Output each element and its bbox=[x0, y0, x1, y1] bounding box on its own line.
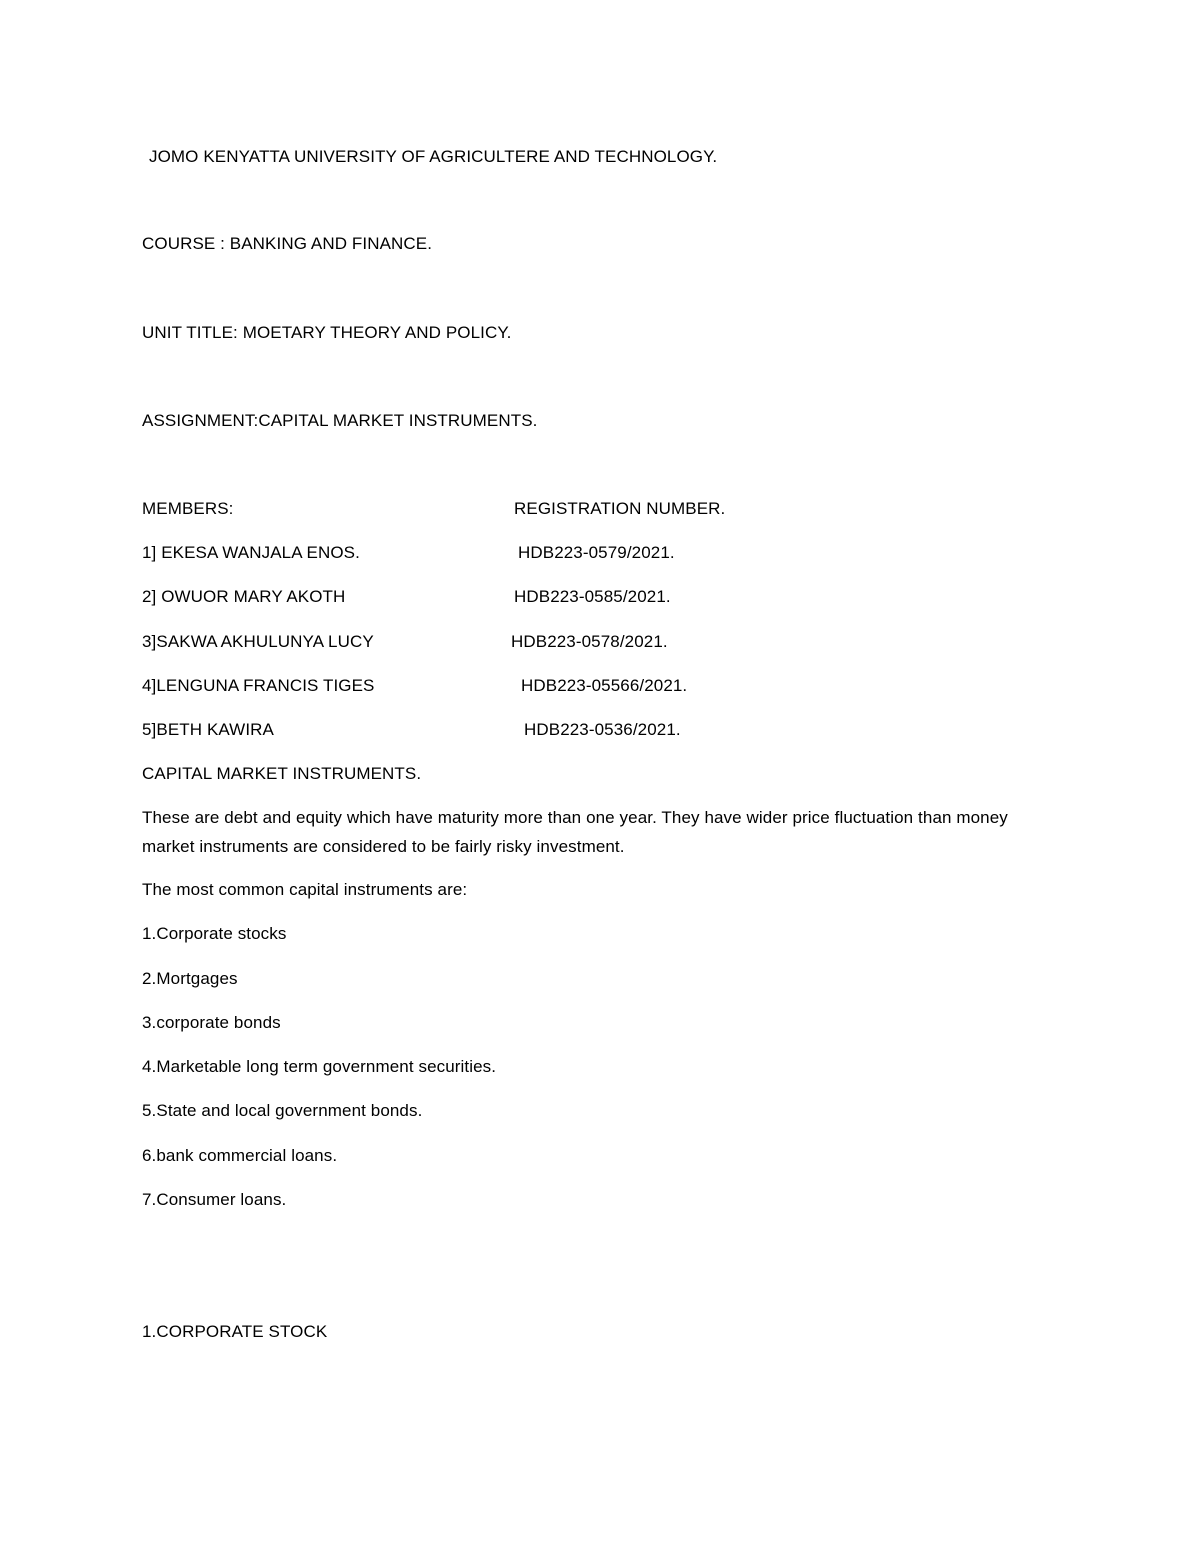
list-item: 7.Consumer loans. bbox=[142, 1190, 287, 1209]
list-intro: The most common capital instruments are: bbox=[142, 880, 468, 899]
list-item: 5.State and local government bonds. bbox=[142, 1101, 423, 1120]
list-item: 1.Corporate stocks bbox=[142, 924, 287, 943]
list-item: 3.corporate bonds bbox=[142, 1013, 281, 1032]
member-name: 1] EKESA WANJALA ENOS. bbox=[142, 543, 360, 562]
members-header: MEMBERS: bbox=[142, 499, 234, 518]
course-line: COURSE : BANKING AND FINANCE. bbox=[142, 234, 433, 253]
list-item: 2.Mortgages bbox=[142, 969, 238, 988]
assignment-line: ASSIGNMENT:CAPITAL MARKET INSTRUMENTS. bbox=[142, 411, 538, 430]
university-title: JOMO KENYATTA UNIVERSITY OF AGRICULTERE AND TECHNOLOGY. bbox=[149, 147, 718, 166]
intro-paragraph: These are debt and equity which have maturity more than one year. They have wider price fluctuation than money market instruments are considered to be fairly risky investment. bbox=[142, 808, 1008, 856]
member-registration: HDB223-0579/2021. bbox=[518, 543, 675, 562]
member-name: 2] OWUOR MARY AKOTH bbox=[142, 587, 346, 606]
section-heading: CAPITAL MARKET INSTRUMENTS. bbox=[142, 764, 422, 783]
member-name: 4]LENGUNA FRANCIS TIGES bbox=[142, 676, 375, 695]
member-registration: HDB223-0536/2021. bbox=[524, 720, 681, 739]
member-registration: HDB223-0578/2021. bbox=[511, 632, 668, 651]
unit-title-line: UNIT TITLE: MOETARY THEORY AND POLICY. bbox=[142, 323, 512, 342]
list-item: 6.bank commercial loans. bbox=[142, 1146, 338, 1165]
member-name: 5]BETH KAWIRA bbox=[142, 720, 274, 739]
member-name: 3]SAKWA AKHULUNYA LUCY bbox=[142, 632, 374, 651]
registration-header: REGISTRATION NUMBER. bbox=[514, 499, 726, 518]
list-item: 4.Marketable long term government securities. bbox=[142, 1057, 497, 1076]
member-registration: HDB223-05566/2021. bbox=[521, 676, 688, 695]
subheading: 1.CORPORATE STOCK bbox=[142, 1322, 328, 1341]
member-registration: HDB223-0585/2021. bbox=[514, 587, 671, 606]
